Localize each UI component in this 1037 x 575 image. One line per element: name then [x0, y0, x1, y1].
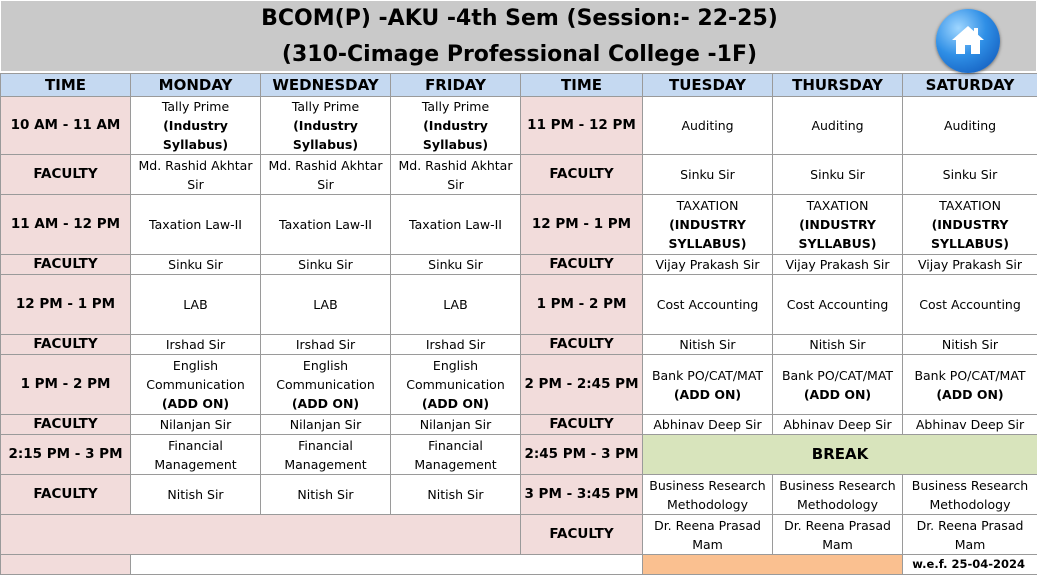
faculty-cell: Sinku Sir — [261, 255, 391, 275]
faculty-cell: Irshad Sir — [131, 335, 261, 355]
subject-cell: Cost Accounting — [773, 275, 903, 335]
footer-cell — [131, 555, 643, 575]
faculty-cell: Nilanjan Sir — [131, 415, 261, 435]
faculty-label: FACULTY — [1, 335, 131, 355]
time-slot: 2:45 PM - 3 PM — [521, 435, 643, 475]
effective-date: w.e.f. 25-04-2024 — [903, 555, 1037, 575]
timetable — [0, 73, 1037, 575]
break-cell: BREAK — [643, 435, 1037, 475]
subject-cell: Cost Accounting — [643, 275, 773, 335]
subject-cell: Taxation Law-II — [391, 195, 521, 255]
faculty-label: FACULTY — [521, 335, 643, 355]
faculty-cell: Dr. Reena Prasad Mam — [643, 515, 773, 555]
column-header-wednesday: WEDNESDAY — [261, 74, 391, 97]
column-header-time: TIME — [1, 74, 131, 97]
page-title: BCOM(P) -AKU -4th Sem (Session:- 22-25) — [1, 5, 1037, 33]
faculty-label: FACULTY — [521, 415, 643, 435]
time-slot: 1 PM - 2 PM — [521, 275, 643, 335]
faculty-cell: Md. Rashid Akhtar Sir — [131, 155, 261, 195]
faculty-cell: Sinku Sir — [903, 155, 1037, 195]
subject-cell: English Communication (ADD ON) — [131, 355, 261, 415]
subject-cell: Business Research Methodology — [643, 475, 773, 515]
column-header-time-right: TIME — [521, 74, 643, 97]
subject-cell: English Communication (ADD ON) — [261, 355, 391, 415]
faculty-cell: Sinku Sir — [391, 255, 521, 275]
subject-cell: Financial Management — [261, 435, 391, 475]
faculty-cell: Sinku Sir — [643, 155, 773, 195]
subject-cell: Bank PO/CAT/MAT (ADD ON) — [903, 355, 1037, 415]
faculty-cell: Irshad Sir — [391, 335, 521, 355]
subject-cell: Auditing — [903, 97, 1037, 155]
subject-cell: Tally Prime (Industry Syllabus) — [261, 97, 391, 155]
time-slot: 2:15 PM - 3 PM — [1, 435, 131, 475]
subject-cell: Tally Prime (Industry Syllabus) — [131, 97, 261, 155]
time-slot: 10 AM - 11 AM — [1, 97, 131, 155]
faculty-cell: Nitish Sir — [903, 335, 1037, 355]
faculty-cell: Sinku Sir — [773, 155, 903, 195]
faculty-cell: Nitish Sir — [131, 475, 261, 515]
faculty-cell: Irshad Sir — [261, 335, 391, 355]
faculty-cell: Nitish Sir — [391, 475, 521, 515]
timetable-header — [0, 0, 1037, 72]
column-header-tuesday: TUESDAY — [643, 74, 773, 97]
faculty-cell: Vijay Prakash Sir — [773, 255, 903, 275]
subject-cell: Financial Management — [131, 435, 261, 475]
faculty-cell: Nitish Sir — [261, 475, 391, 515]
faculty-cell: Vijay Prakash Sir — [643, 255, 773, 275]
faculty-label: FACULTY — [1, 415, 131, 435]
subject-cell: Business Research Methodology — [773, 475, 903, 515]
subject-cell: Cost Accounting — [903, 275, 1037, 335]
faculty-label: FACULTY — [521, 515, 643, 555]
home-icon — [950, 22, 986, 58]
empty-cell — [1, 515, 521, 555]
subject-cell: TAXATION (INDUSTRY SYLLABUS) — [643, 195, 773, 255]
subject-cell: Bank PO/CAT/MAT (ADD ON) — [773, 355, 903, 415]
faculty-cell: Nitish Sir — [773, 335, 903, 355]
column-header-friday: FRIDAY — [391, 74, 521, 97]
time-slot: 12 PM - 1 PM — [1, 275, 131, 335]
column-header-monday: MONDAY — [131, 74, 261, 97]
subject-cell: LAB — [391, 275, 521, 335]
faculty-label: FACULTY — [1, 155, 131, 195]
faculty-cell: Nitish Sir — [643, 335, 773, 355]
subject-cell: Auditing — [643, 97, 773, 155]
subject-cell: TAXATION (INDUSTRY SYLLABUS) — [903, 195, 1037, 255]
time-slot: 3 PM - 3:45 PM — [521, 475, 643, 515]
faculty-label: FACULTY — [521, 155, 643, 195]
footer-cell — [1, 555, 131, 575]
subject-cell: Taxation Law-II — [131, 195, 261, 255]
faculty-cell: Abhinav Deep Sir — [643, 415, 773, 435]
home-button[interactable] — [936, 9, 1000, 73]
column-header-saturday: SATURDAY — [903, 74, 1037, 97]
faculty-label: FACULTY — [1, 255, 131, 275]
subject-cell: English Communication (ADD ON) — [391, 355, 521, 415]
time-slot: 12 PM - 1 PM — [521, 195, 643, 255]
subject-cell: Bank PO/CAT/MAT (ADD ON) — [643, 355, 773, 415]
faculty-cell: Dr. Reena Prasad Mam — [903, 515, 1037, 555]
faculty-label: FACULTY — [521, 255, 643, 275]
subject-cell: Auditing — [773, 97, 903, 155]
subject-cell: Tally Prime (Industry Syllabus) — [391, 97, 521, 155]
faculty-cell: Md. Rashid Akhtar Sir — [261, 155, 391, 195]
time-slot: 2 PM - 2:45 PM — [521, 355, 643, 415]
subject-cell: Taxation Law-II — [261, 195, 391, 255]
footer-accent — [643, 555, 903, 575]
time-slot: 1 PM - 2 PM — [1, 355, 131, 415]
column-header-thursday: THURSDAY — [773, 74, 903, 97]
faculty-cell: Dr. Reena Prasad Mam — [773, 515, 903, 555]
time-slot: 11 PM - 12 PM — [521, 97, 643, 155]
time-slot: 11 AM - 12 PM — [1, 195, 131, 255]
college-subtitle: (310-Cimage Professional College -1F) — [1, 41, 1037, 69]
faculty-cell: Sinku Sir — [131, 255, 261, 275]
faculty-cell: Nilanjan Sir — [391, 415, 521, 435]
subject-cell: Business Research Methodology — [903, 475, 1037, 515]
subject-cell: LAB — [131, 275, 261, 335]
faculty-cell: Abhinav Deep Sir — [773, 415, 903, 435]
faculty-cell: Md. Rashid Akhtar Sir — [391, 155, 521, 195]
faculty-cell: Abhinav Deep Sir — [903, 415, 1037, 435]
subject-cell: LAB — [261, 275, 391, 335]
faculty-label: FACULTY — [1, 475, 131, 515]
subject-cell: TAXATION (INDUSTRY SYLLABUS) — [773, 195, 903, 255]
subject-cell: Financial Management — [391, 435, 521, 475]
faculty-cell: Vijay Prakash Sir — [903, 255, 1037, 275]
faculty-cell: Nilanjan Sir — [261, 415, 391, 435]
